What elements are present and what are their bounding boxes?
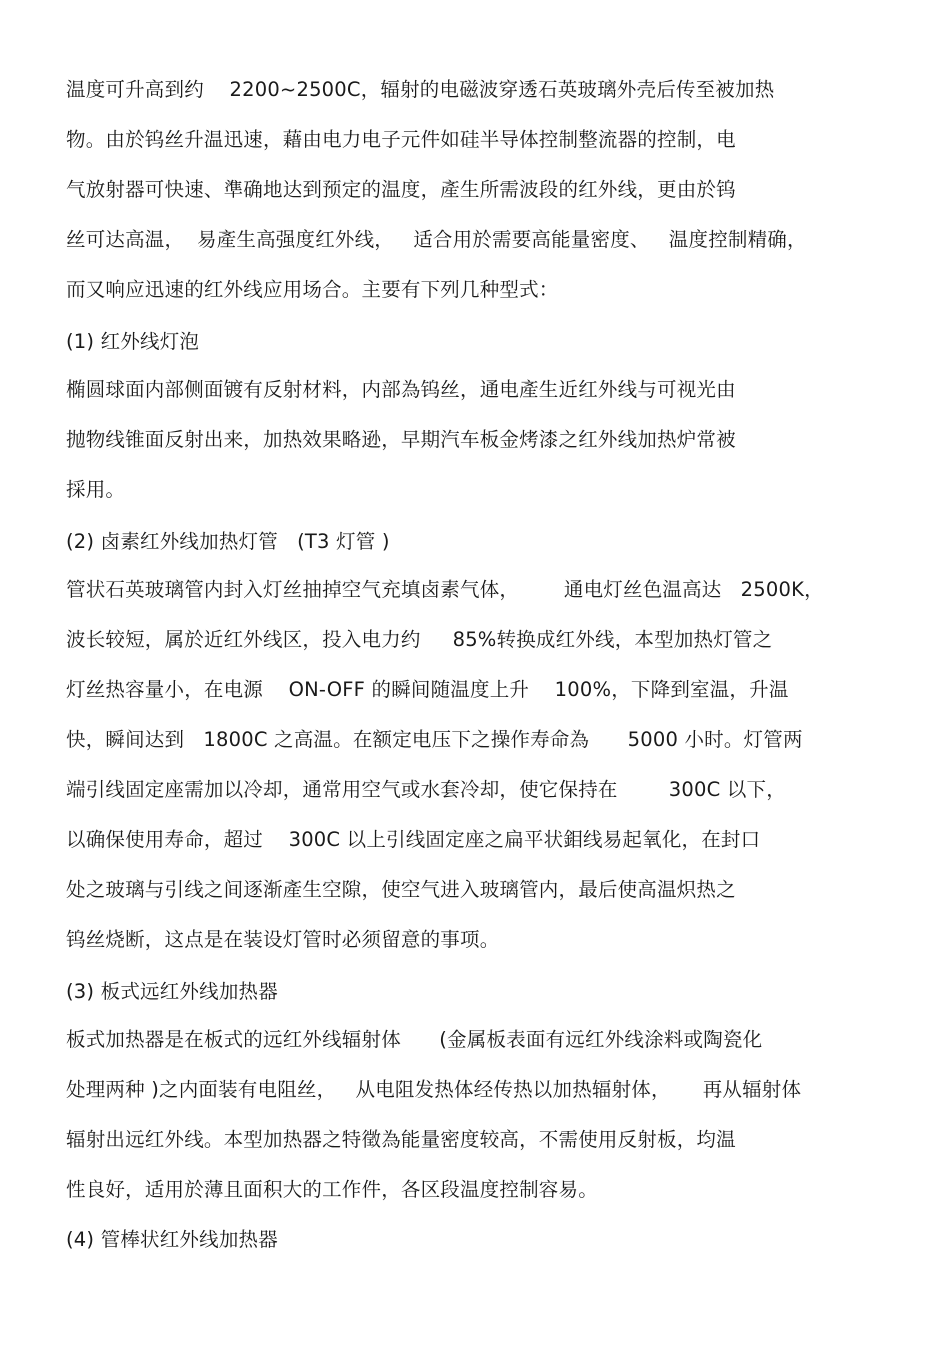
section-heading-1: (1) 红外线灯泡 (66, 330, 200, 353)
text-line-9: 採用。 (66, 478, 126, 501)
text-line-18: 钨丝烧断，这点是在装设灯管时必须留意的事项。 (66, 928, 500, 951)
text-line-8: 抛物线锥面反射出来，加热效果略逊，早期汽车板金烤漆之红外线加热炉常被 (66, 428, 736, 451)
text-line-17: 处之玻璃与引线之间逐渐產生空隙，使空气进入玻璃管内，最后使高温炽热之 (66, 878, 736, 901)
text-line-7: 椭圆球面内部侧面镀有反射材料，内部為钨丝，通电產生近红外线与可视光由 (66, 378, 736, 401)
section-heading-2: (2) 卤素红外线加热灯管 (T3 灯管 ) (66, 530, 390, 553)
text-line-12: 波长较短，属於近红外线区，投入电力约 85%转换成红外线，本型加热灯管之 (66, 628, 773, 651)
text-line-11: 管状石英玻璃管内封入灯丝抽掉空气充填卤素气体， 通电灯丝色温高达 2500K， (66, 578, 824, 601)
text-line-23: 性良好，适用於薄且面积大的工作件，各区段温度控制容易。 (66, 1178, 598, 1201)
section-heading-4: (4) 管棒状红外线加热器 (66, 1228, 278, 1251)
text-line-2: 物。由於钨丝升温迅速，藉由电力电子元件如硅半导体控制整流器的控制，电 (66, 128, 736, 151)
text-line-16: 以确保使用寿命，超过 300C 以上引线固定座之扁平状鉬线易起氧化，在封口 (66, 828, 761, 851)
text-line-1: 温度可升高到约 2200~2500C，辐射的电磁波穿透石英玻璃外壳后传至被加热 (66, 78, 775, 101)
text-line-20: 板式加热器是在板式的远红外线辐射体 (金属板表面有远红外线涂料或陶瓷化 (66, 1028, 763, 1051)
text-line-21: 处理两种 )之内面装有电阻丝， 从电阻发热体经传热以加热辐射体， 再从辐射体 (66, 1078, 802, 1101)
text-line-4: 丝可达高温， 易產生高强度红外线， 适合用於需要高能量密度、 温度控制精确， (66, 228, 807, 251)
text-line-3: 气放射器可快速、準确地达到预定的温度，產生所需波段的红外线，更由於钨 (66, 178, 736, 201)
text-line-14: 快，瞬间达到 1800C 之高温。在额定电压下之操作寿命為 5000 小时。灯管两 (66, 728, 803, 751)
text-line-5: 而又响应迅速的红外线应用场合。主要有下列几种型式： (66, 278, 559, 301)
text-line-13: 灯丝热容量小，在电源 ON-OFF 的瞬间随温度上升 100%，下降到室温，升温 (66, 678, 789, 701)
section-heading-3: (3) 板式远红外线加热器 (66, 980, 278, 1003)
text-line-15: 端引线固定座需加以冷却，通常用空气或水套冷却，使它保持在 300C 以下， (66, 778, 786, 801)
text-line-22: 辐射出远红外线。本型加热器之特徵為能量密度较高，不需使用反射板，均温 (66, 1128, 736, 1151)
